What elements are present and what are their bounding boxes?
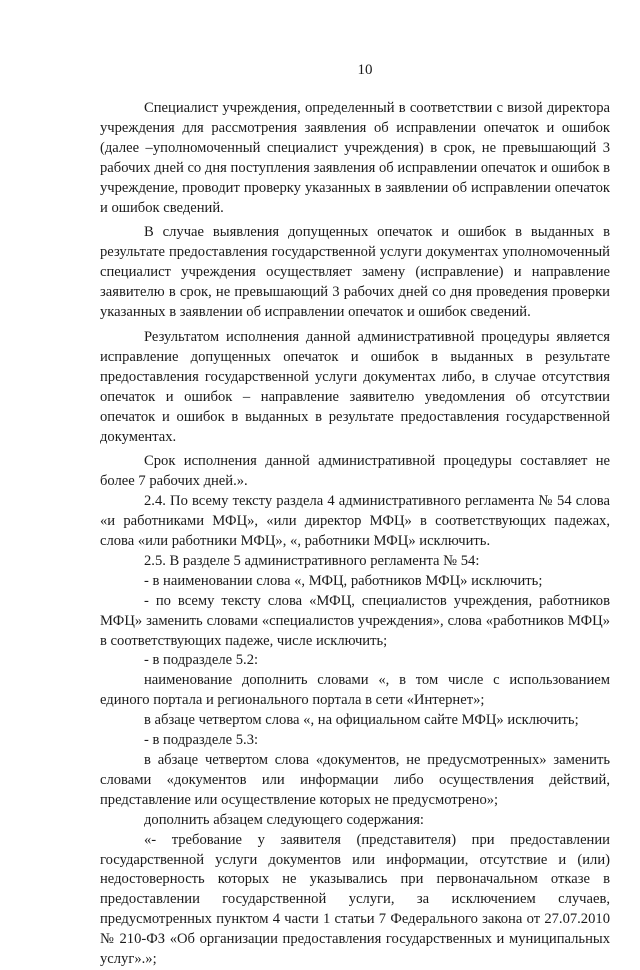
paragraph-fourth-abstract-5-3: в абзаце четвертом слова «документов, не предусмотренных» заменить словами «документов или информации либо осуществления действий, представление или осуществление которых не предусмотрено»; xyxy=(100,752,610,808)
page-number: 10 xyxy=(357,62,373,78)
paragraph-specialist-check: Специалист учреждения, определенный в соответствии с визой директора учреждения для рассмотрения заявления об исправлении опечаток и ошибок (далее –уполномоченный специалист учреждения) в срок, не превышающий 3 рабочих дней со дня поступления заявления об исправлении опечаток и ошибок в учреждение, проводит проверку указанных в заявлении об исправлении опечаток и ошибок сведений. xyxy=(100,100,610,216)
paragraph-fourth-abstract-5-2: в абзаце четвертом слова «, на официальном сайте МФЦ» исключить; xyxy=(144,712,579,729)
paragraph-section-title-change: - в наименовании слова «, МФЦ, работников МФЦ» исключить; xyxy=(144,572,543,589)
paragraph-title-addition: наименование дополнить словами «, в том числе с использованием единого портала и регионального портала в сети «Интернет»; xyxy=(100,672,610,709)
paragraph-procedure-result: Результатом исполнения данной административной процедуры является исправление допущенных опечаток и ошибок в выданных в результате предоставления государственной услуги документах либо, в случае отсутствия опечаток и ошибок – направление заявителю уведомления об отсутствии опечаток и ошибок в выданных в результате предоставления государственной документах. xyxy=(100,328,610,445)
paragraph-new-abstract-text: «- требование у заявителя (представителя) при предоставлении государственной услуги документов или информации, отсутствие и (или) недостоверность которых не указывались при первоначальном отказе в предоставлении государственной услуги, за исключением случаев, предусмотренных пунктом 4 части 1 статьи 7 Федерального закона от 27.07.2010 № 210-ФЗ «Об организации предоставления государственных и муниципальных услуг».»; xyxy=(100,831,610,968)
paragraph-whole-text-change: - по всему тексту слова «МФЦ, специалистов учреждения, работников МФЦ» заменить словами «специалистов учреждения», слова «работников МФЦ» в соответствующих падеже, числе исключить; xyxy=(100,592,610,649)
paragraph-errors-found: В случае выявления допущенных опечаток и ошибок в выданных в результате предоставления государственной услуги документах уполномоченный специалист учреждения осуществляет замену (исправление) и направление заявителю в срок, не превышающий 3 рабочих дней со дня проведения проверки указанных в заявлении об исправлении опечаток и ошибок сведений. xyxy=(100,224,610,321)
paragraph-procedure-term: Срок исполнения данной административной процедуры составляет не более 7 рабочих дней.». xyxy=(100,453,610,490)
paragraph-subsection-5-2: - в подразделе 5.2: xyxy=(144,652,259,669)
paragraph-item-2-4: 2.4. По всему тексту раздела 4 административного регламента № 54 слова «и работниками МФЦ», «или директор МФЦ» в соответствующих падежах, слова «или работники МФЦ», «, работники МФЦ» исключить. xyxy=(100,493,610,550)
document-body xyxy=(100,99,610,970)
paragraph-item-2-5: 2.5. В разделе 5 административного регламента № 54: xyxy=(144,552,480,569)
paragraph-subsection-5-3: - в подразделе 5.3: xyxy=(144,732,259,749)
paragraph-add-abstract: дополнить абзацем следующего содержания: xyxy=(144,811,424,828)
